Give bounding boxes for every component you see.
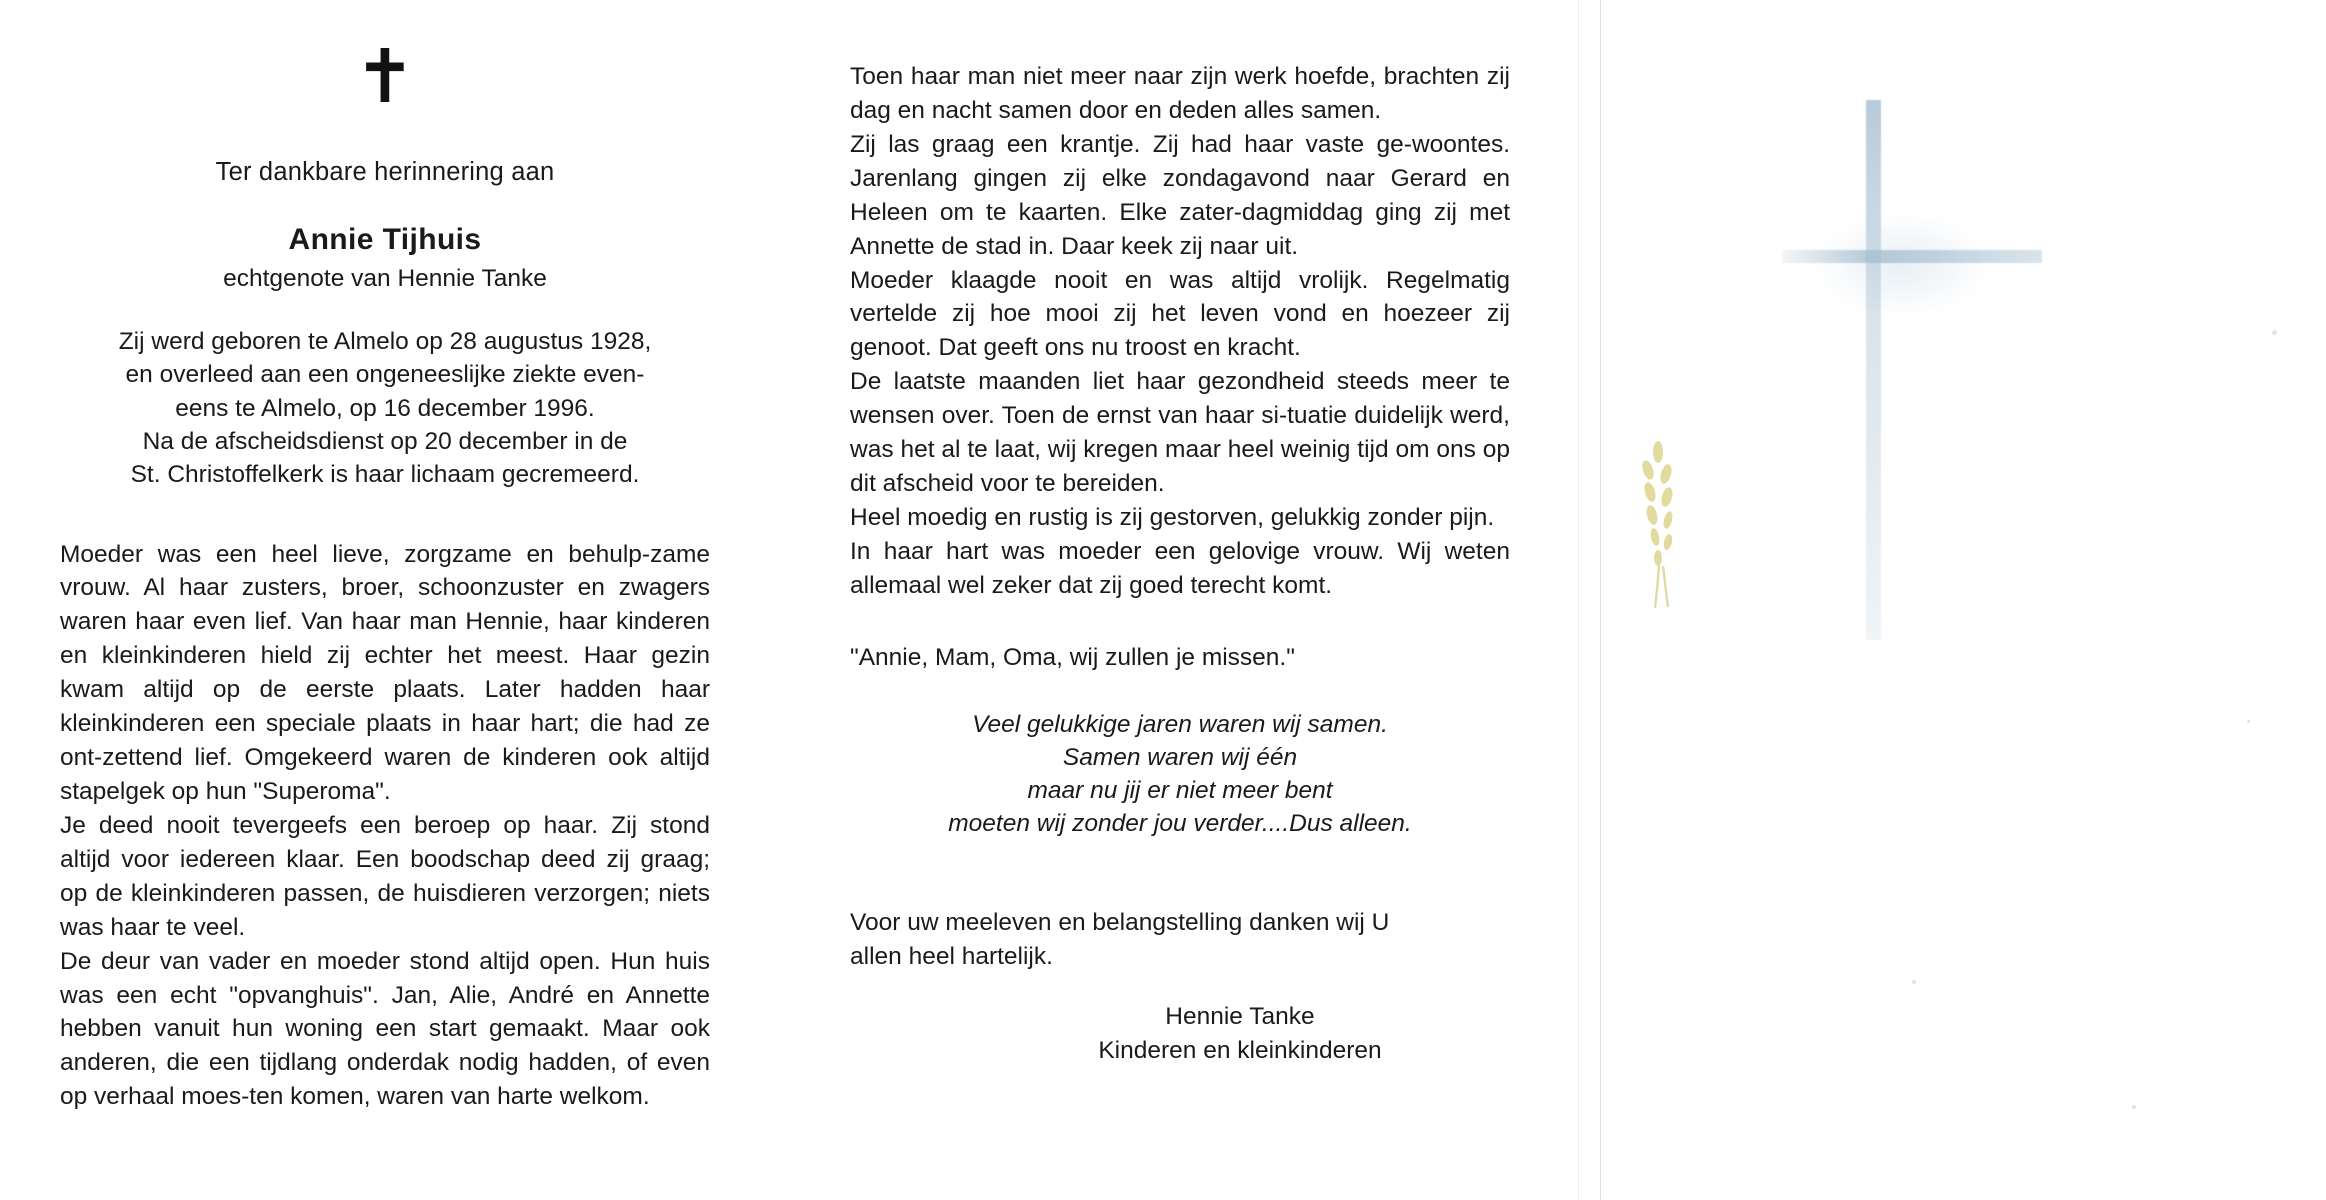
vital-line: eens te Almelo, op 16 december 1996. xyxy=(175,394,595,422)
panel-divider xyxy=(1600,0,1601,1200)
poem-line: Veel gelukkige jaren waren wij samen. xyxy=(972,711,1388,739)
middle-text-column xyxy=(850,60,1510,1068)
middle-paragraph: Moeder klaagde nooit en was altijd vrolijk. Regelmatig vertelde zij hoe mooi zij het leven vond en hoezeer zij genoot. Dat geeft ons nu troost en kracht. xyxy=(850,266,1510,362)
signature-block xyxy=(850,1000,1510,1068)
wheat-sheaf-icon xyxy=(1624,440,1694,610)
cross-vertical-bar xyxy=(1866,100,1881,640)
deceased-name: Annie Tijhuis xyxy=(288,223,482,256)
thanks-line: Voor uw meeleven en belangstelling danken wij U xyxy=(850,909,1390,937)
poem-line: Samen waren wij één xyxy=(1062,743,1298,771)
middle-paragraph: In haar hart was moeder een gelovige vrouw. Wij weten allemaal wel zeker dat zij goed terecht komt. xyxy=(850,537,1510,599)
farewell-quote: "Annie, Mam, Oma, wij zullen je missen." xyxy=(850,643,1295,671)
spouse-line: echtgenote van Hennie Tanke xyxy=(223,265,547,292)
vital-statistics-block xyxy=(60,325,710,492)
left-paragraph: Je deed nooit tevergeefs een beroep op haar. Zij stond altijd voor iedereen klaar. Een boodschap deed zij graag; op de kleinkinderen passen, de huisdieren verzorgen; niets was haar te veel. xyxy=(60,811,710,941)
vital-line: St. Christoffelkerk is haar lichaam gecremeerd. xyxy=(130,461,640,489)
left-text-column xyxy=(60,34,710,1114)
vital-line: Zij werd geboren te Almelo op 28 augustus 1928, xyxy=(118,328,652,355)
cross-glow xyxy=(1812,210,1992,320)
vital-line: Na de afscheidsdienst op 20 december in de xyxy=(142,427,628,455)
thanks-line: allen heel hartelijk. xyxy=(850,943,1053,971)
poem-block xyxy=(850,709,1510,840)
paper-speck xyxy=(2272,330,2277,335)
poem-line: moeten wij zonder jou verder....Dus alleen. xyxy=(948,809,1412,837)
middle-paragraph: Toen haar man niet meer naar zijn werk hoefde, brachten zij dag en nacht samen door en deden alles samen. xyxy=(850,63,1510,124)
cross-horizontal-bar xyxy=(1782,250,2042,263)
signature-line: Kinderen en kleinkinderen xyxy=(1098,1036,1382,1064)
signature-line: Hennie Tanke xyxy=(1165,1002,1315,1030)
middle-paragraph: De laatste maanden liet haar gezondheid steeds meer te wensen over. Toen de ernst van haar si-tuatie duidelijk werd, was het al te laat, wij kregen maar heel weinig tijd om ons op dit afscheid voor te bereiden. xyxy=(850,368,1510,498)
intro-line: Ter dankbare herinnering aan xyxy=(215,158,555,186)
cross-icon: ✝ xyxy=(353,34,416,120)
vital-line: en overleed aan een ongeneeslijke ziekte even- xyxy=(125,361,645,389)
paper-speck xyxy=(1912,980,1916,984)
paper-speck xyxy=(2247,720,2250,723)
decorative-panel xyxy=(1612,0,2326,1200)
panel-divider xyxy=(1578,0,1579,1200)
paper-speck xyxy=(2132,1105,2136,1109)
middle-paragraph: Heel moedig en rustig is zij gestorven, gelukkig zonder pijn. xyxy=(850,503,1495,531)
left-paragraph: De deur van vader en moeder stond altijd open. Hun huis was een echt "opvanghuis". Jan, Alie, André en Annette hebben vanuit hun woning een start gemaakt. Maar ook anderen, die een tijdlang onderdak nodig hadden, of even op verhaal moes-ten komen, waren van harte welkom. xyxy=(60,947,710,1111)
thanks-block xyxy=(850,906,1510,974)
poem-line: maar nu jij er niet meer bent xyxy=(1027,776,1333,804)
left-paragraph: Moeder was een heel lieve, zorgzame en behulp-zame vrouw. Al haar zusters, broer, schoonzuster en zwagers waren haar even lief. Van haar man Hennie, haar kinderen en kleinkinderen hield zij echter het meest. Haar gezin kwam altijd op de eerste plaats. Later hadden haar kleinkinderen een speciale plaats in haar hart; die had ze ont-zettend lief. Omgekeerd waren de kinderen ook altijd stapelgek op hun "Superoma". xyxy=(60,540,710,806)
middle-paragraph: Zij las graag een krantje. Zij had haar vaste ge-woontes. Jarenlang gingen zij elke zondagavond naar Gerard en Heleen om te kaarten. Elke zater-dagmiddag ging zij met Annette de stad in. Daar keek zij naar uit. xyxy=(850,130,1510,260)
